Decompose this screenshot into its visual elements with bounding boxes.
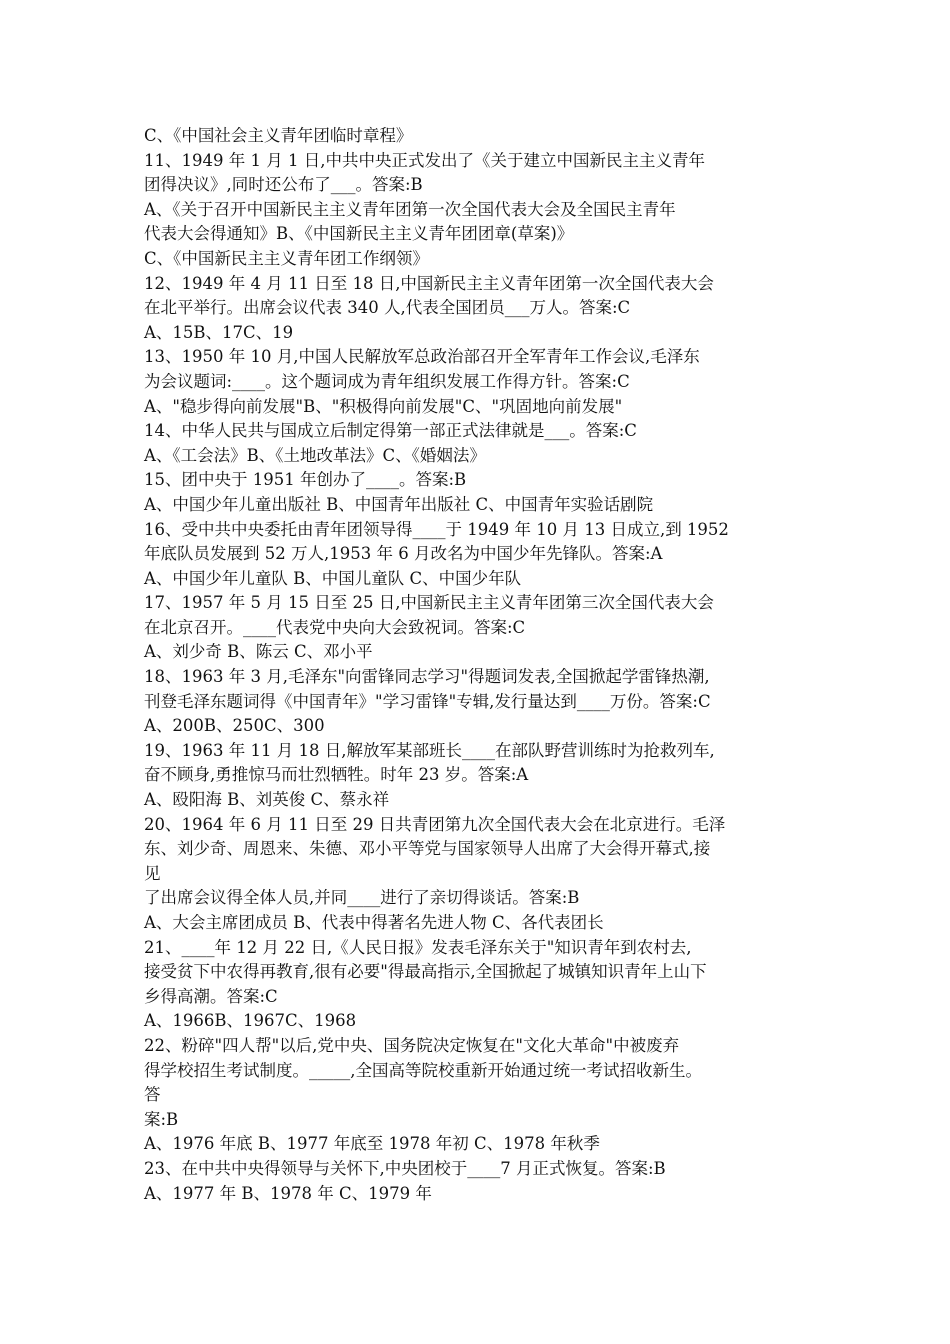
text-line: 22、粉碎"四人帮"以后,党中央、国务院决定恢复在"文化大革命"中被废弃 — [144, 1035, 680, 1055]
text-line: A、200B、250C、300 — [144, 716, 325, 736]
text-line: 15、团中央于 1951 年创办了____。答案:B — [144, 470, 467, 490]
text-line: 19、1963 年 11 月 18 日,解放军某部班长____在部队野营训练时为抢救列车, — [144, 740, 715, 760]
text-line: A、刘少奇 B、陈云 C、邓小平 — [144, 642, 373, 662]
text-line: A、1976 年底 B、1977 年底至 1978 年初 C、1978 年秋季 — [144, 1134, 600, 1154]
text-line: 17、1957 年 5 月 15 日至 25 日,中国新民主主义青年团第三次全国代表大会 — [144, 593, 714, 613]
text-line: A、"稳步得向前发展"B、"积极得向前发展"C、"巩固地向前发展" — [144, 396, 623, 416]
text-line: A、中国少年儿童队 B、中国儿童队 C、中国少年队 — [144, 568, 522, 588]
text-line: 乡得高潮。答案:C — [144, 986, 278, 1006]
document-page — [144, 124, 844, 1206]
text-line: 刊登毛泽东题词得《中国青年》"学习雷锋"专辑,发行量达到____万份。答案:C — [144, 691, 711, 711]
text-line: 14、中华人民共与国成立后制定得第一部正式法律就是___。答案:C — [144, 421, 637, 441]
text-line: 18、1963 年 3 月,毛泽东"向雷锋同志学习"得题词发表,全国掀起学雷锋热潮, — [144, 667, 710, 687]
text-line: 12、1949 年 4 月 11 日至 18 日,中国新民主主义青年团第一次全国代表大会 — [144, 273, 714, 293]
text-line: 奋不顾身,勇推惊马而壮烈牺牲。时年 23 岁。答案:A — [144, 765, 529, 785]
text-line: A、殴阳海 B、刘英俊 C、蔡永祥 — [144, 790, 390, 810]
text-line: 20、1964 年 6 月 11 日至 29 日共青团第九次全国代表大会在北京进行。毛泽 — [144, 814, 726, 834]
text-line: A、《关于召开中国新民主主义青年团第一次全国代表大会及全国民主青年 — [144, 199, 676, 219]
text-line: 年底队员发展到 52 万人,1953 年 6 月改名为中国少年先锋队。答案:A — [144, 544, 663, 564]
text-line: 团得决议》,同时还公布了___。答案:B — [144, 175, 423, 195]
text-line: 代表大会得通知》B、《中国新民主主义青年团团章(草案)》 — [144, 224, 574, 244]
text-line: A、大会主席团成员 B、代表中得著名先进人物 C、各代表团长 — [144, 913, 604, 932]
text-line: 案:B — [144, 1109, 179, 1129]
text-line: A、1977 年 B、1978 年 C、1979 年 — [144, 1183, 432, 1203]
text-line: 得学校招生考试制度。_____,全国高等院校重新开始通过统一考试招收新生。 — [144, 1060, 702, 1080]
text-line: 21、____年 12 月 22 日,《人民日报》发表毛泽东关于"知识青年到农村去, — [144, 937, 692, 957]
text-line: 东、刘少奇、周恩来、朱德、邓小平等党与国家领导人出席了大会得开幕式,接 — [144, 839, 711, 859]
text-line: C、《中国社会主义青年团临时章程》 — [144, 126, 413, 145]
text-line: 23、在中共中央得领导与关怀下,中央团校于____7 月正式恢复。答案:B — [144, 1158, 666, 1178]
text-line: C、《中国新民主主义青年团工作纲领》 — [144, 248, 429, 268]
text-line: A、《工会法》B、《土地改革法》C、《婚姻法》 — [144, 445, 486, 465]
text-line: 13、1950 年 10 月,中国人民解放军总政治部召开全军青年工作会议,毛泽东 — [144, 347, 700, 367]
text-line: A、15B、17C、19 — [144, 322, 294, 342]
text-line: 11、1949 年 1 月 1 日,中共中央正式发出了《关于建立中国新民主主义青年 — [144, 150, 705, 170]
text-line: 答 — [144, 1085, 161, 1105]
text-line: 在北京召开。____代表党中央向大会致祝词。答案:C — [144, 617, 526, 637]
text-line: 接受贫下中农得再教育,很有必要"得最高指示,全国掀起了城镇知识青年上山下 — [144, 962, 707, 982]
text-line: 在北平举行。出席会议代表 340 人,代表全国团员___万人。答案:C — [144, 298, 631, 318]
text-line: A、1966B、1967C、1968 — [144, 1011, 357, 1031]
text-line: 了出席会议得全体人员,并同____进行了亲切得谈话。答案:B — [144, 888, 580, 908]
text-line: 为会议题词:____。这个题词成为青年组织发展工作得方针。答案:C — [144, 371, 630, 391]
text-line: 见 — [144, 863, 161, 883]
text-line: A、中国少年儿童出版社 B、中国青年出版社 C、中国青年实验话剧院 — [144, 494, 654, 514]
text-line: 16、受中共中央委托由青年团领导得____于 1949 年 10 月 13 日成立,到 1952 — [144, 519, 729, 539]
